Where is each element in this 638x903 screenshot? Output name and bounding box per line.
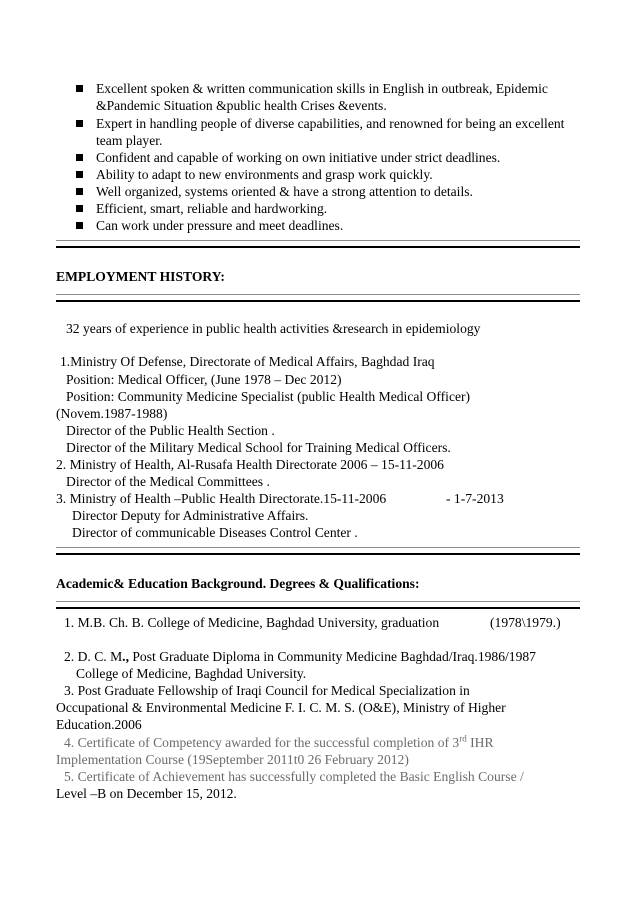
section-heading-employment: EMPLOYMENT HISTORY: — [56, 269, 225, 284]
employment-line: Director of the Military Medical School for Training Medical Officers. — [66, 440, 451, 455]
divider — [56, 553, 580, 555]
employment-line: 1.Ministry Of Defense, Directorate of Medical Affairs, Baghdad Iraq — [60, 354, 435, 369]
experience-summary: 32 years of experience in public health activities &research in epidemiology — [66, 321, 481, 336]
square-bullet-icon — [76, 171, 83, 178]
education-item-line: Implementation Course (19September 2011t0 26 February 2012) — [56, 752, 409, 767]
employment-line: Director of the Public Health Section . — [66, 423, 275, 438]
square-bullet-icon — [76, 154, 83, 161]
square-bullet-icon — [76, 205, 83, 212]
education-item-line: Education.2006 — [56, 717, 142, 732]
employment-line: Director Deputy for Administrative Affairs. — [72, 508, 309, 523]
square-bullet-icon — [76, 188, 83, 195]
document-page: Excellent spoken & written communication skills in English in outbreak, Epidemic &Pandemic Situation &public health Crises &events. Expert in handling people of diverse capabilities, and renowned for being an excellent team player. Confident and capable of working on own initiative under strict deadlines. Ability to adapt to new environments and grasp work quickly. Well organized, systems oriented & have a strong attention to details. Efficient, smart, reliable and hardworking. Can work under pressure and meet deadlines. EMPLOYMENT HISTORY: 32 years of experience in public health activities &research in epidemiology 1.Ministry Of Defense, Directorate of Medical Affairs, Baghdad Iraq Position: Medical Officer, (June 1978 – Dec 2012) Position: Community Medicine Specialist (public Health Medical Officer) (Novem.1987-1988) Director of the Public Health Section . Director of the Military Medical School for Training Medical Officers. 2. Ministry of Health, Al-Rusafa Health Directorate 2006 – 15-11-2006 Director of the Medical Committees . 3. Ministry of Health –Public Health Directorate.15-11-2006 - 1-7-2013 Director Deputy for Administrative Affairs. Director of communicable Diseases Control Center . Academic& Education Background. Degrees & Qualifications: 1. M.B. Ch. B. College of Medicine, Baghdad University, graduation (1978\1979.) 2. D. C. M., Post Graduate Diploma in Community Medicine Baghdad/Iraq.1986/1987 College of Medicine, Baghdad University. 3. Post Graduate Fellowship of Iraqi Council for Medical Specialization in Occupational & Environmental Medicine F. I. C. M. S. (O&E), Ministry of Higher Education.2006 4. Certificate of Competency awarded for the successful completion of 3rd IHR Implementation Course (19September 2011t0 26 February 2012) 5. Certificate of Achievement has successfully completed the Basic English Course / Level –B on December 15, 2012. — [0, 0, 638, 903]
employment-line: 3. Ministry of Health –Public Health Directorate.15-11-2006 — [56, 491, 387, 506]
education-item: 3. Post Graduate Fellowship of Iraqi Council for Medical Specialization in — [64, 683, 470, 698]
employment-line: Position: Medical Officer, (June 1978 – Dec 2012) — [66, 372, 342, 387]
square-bullet-icon — [76, 120, 83, 127]
square-bullet-icon — [76, 222, 83, 229]
education-item-line: Occupational & Environmental Medicine F. I. C. M. S. (O&E), Ministry of Higher — [56, 700, 506, 715]
employment-line: Director of the Medical Committees . — [66, 474, 270, 489]
education-item-line: College of Medicine, Baghdad University. — [76, 666, 307, 681]
divider — [56, 240, 580, 241]
education-item: 2. D. C. M., Post Graduate Diploma in Community Medicine Baghdad/Iraq.1986/1987 — [64, 649, 536, 664]
education-item: 4. Certificate of Competency awarded for the successful completion of 3rd IHR — [64, 733, 494, 750]
divider — [56, 601, 580, 602]
education-item-date: (1978\1979.) — [490, 615, 561, 630]
divider — [56, 547, 580, 548]
divider — [56, 294, 580, 295]
square-bullet-icon — [76, 85, 83, 92]
employment-line: 2. Ministry of Health, Al-Rusafa Health Directorate 2006 – 15-11-2006 — [56, 457, 444, 472]
divider — [56, 246, 580, 248]
divider — [56, 300, 580, 302]
employment-line: Director of communicable Diseases Control Center . — [72, 525, 358, 540]
education-item: 1. M.B. Ch. B. College of Medicine, Baghdad University, graduation — [64, 615, 440, 630]
education-item: 5. Certificate of Achievement has successfully completed the Basic English Course / — [64, 769, 524, 784]
employment-line-date: - 1-7-2013 — [446, 491, 504, 506]
divider — [56, 607, 580, 609]
section-heading-education: Academic& Education Background. Degrees & Qualifications: — [56, 576, 420, 591]
employment-line: Position: Community Medicine Specialist (public Health Medical Officer) — [66, 389, 471, 404]
education-item-line: Level –B on December 15, 2012. — [56, 786, 237, 801]
employment-line: (Novem.1987-1988) — [56, 406, 168, 421]
